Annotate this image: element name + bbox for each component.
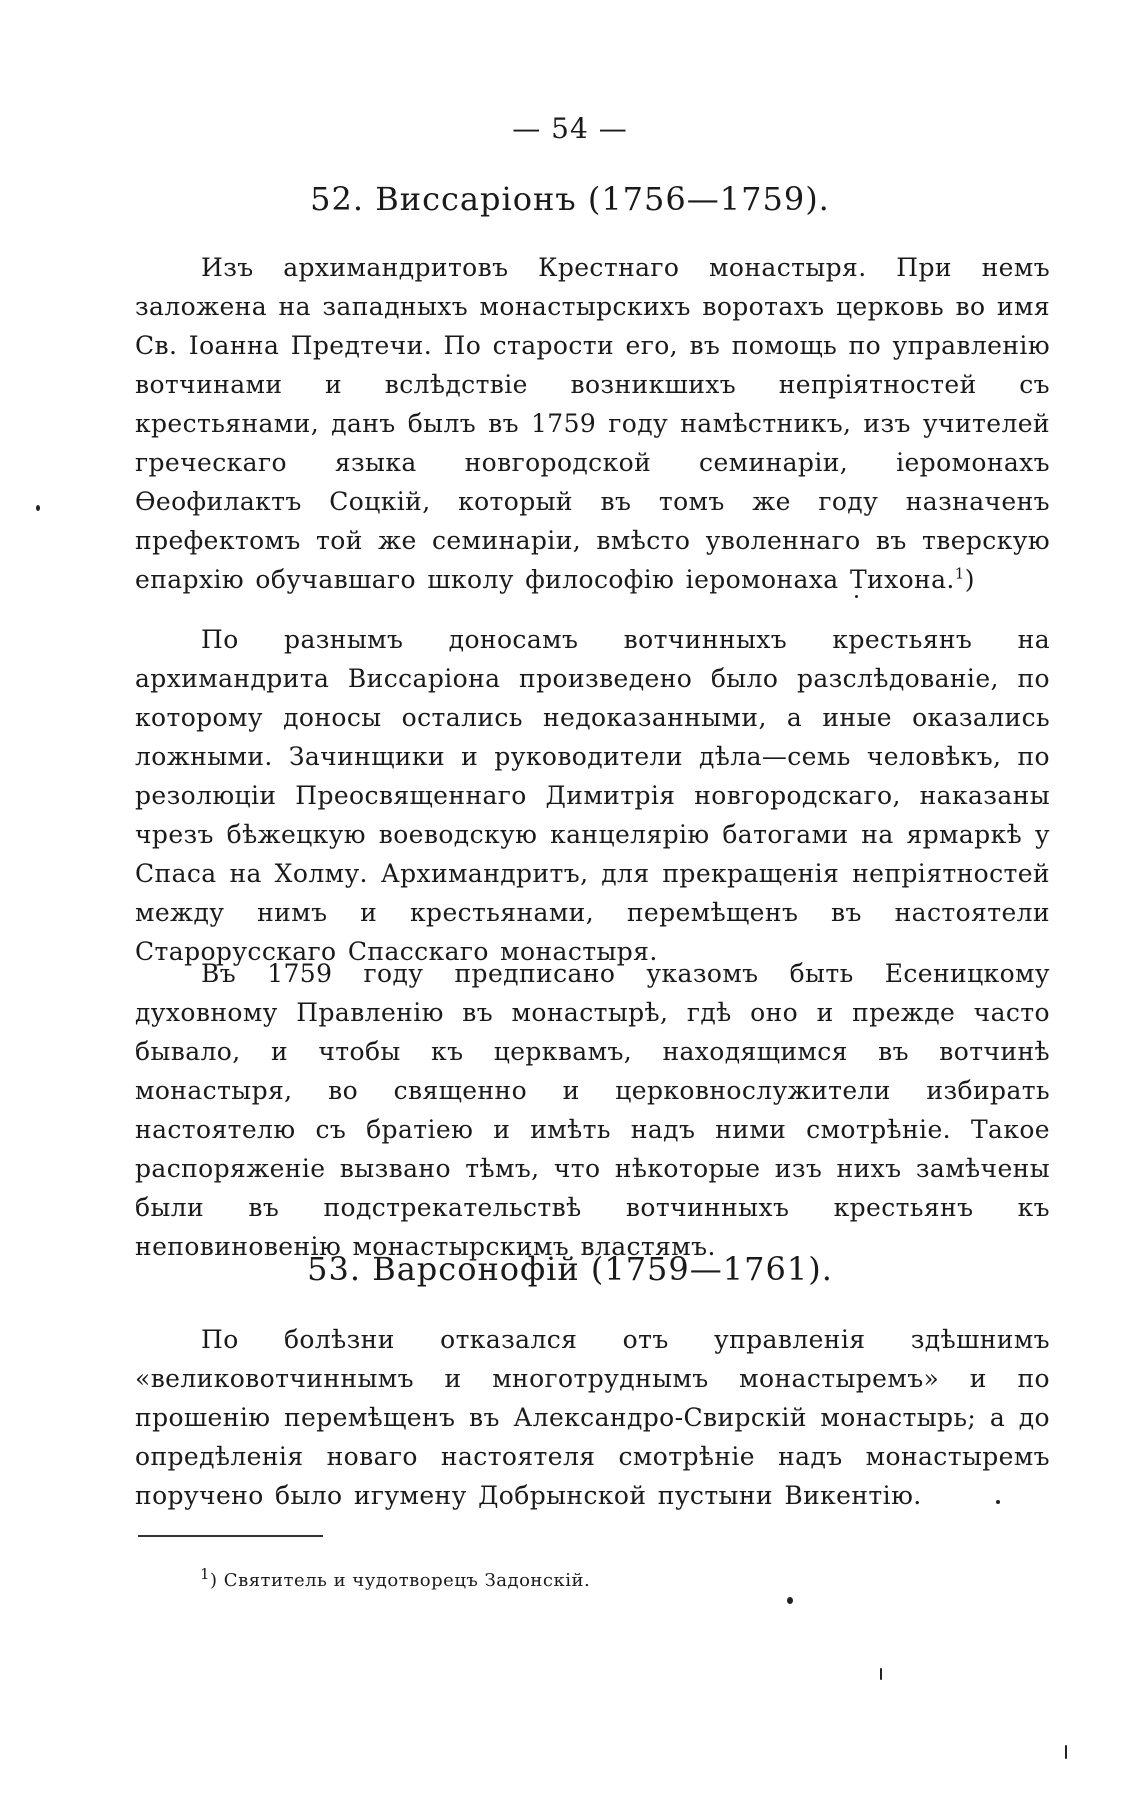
scan-speck: [996, 1500, 1000, 1504]
scan-speck: [787, 1597, 793, 1604]
scan-speck: [855, 595, 858, 598]
scan-speck: [36, 505, 40, 511]
footnote: $^1$) Святитель и чудотворецъ Задонскій.: [200, 1565, 591, 1591]
paragraph-3: Въ 1759 году предписано указомъ быть Есеницкому духовному Правленію въ монастырѣ, гдѣ оно и прежде часто бывало, и чтобы къ церквамъ, находящимся въ вотчинѣ монастыря, во священно и церковнослужители избирать настоятелю съ братіею и имѣть надъ ними смотрѣніе. Такое распоряженіе вызвано тѣмъ, что нѣкоторые изъ нихъ замѣчены были въ подстрекательствѣ вотчинныхъ крестьянъ къ неповиновенію монастырскимъ властямъ.: [135, 959, 1050, 1261]
footnote-text: Святитель и чудотворецъ Задонскій.: [223, 1570, 591, 1591]
section-heading-53: 53. Варсонофій (1759—1761).: [307, 1250, 833, 1288]
section-heading-52: 52. Виссаріонъ (1756—1759).: [310, 180, 830, 218]
footnote-divider: [138, 1535, 323, 1537]
scan-speck: [880, 1668, 882, 1680]
paragraph-4: По болѣзни отказался отъ управленія здѣшнимъ «великовотчиннымъ и многотруднымъ монастыремъ» и по прошенію перемѣщенъ въ Александро-Свирскій монастырь; а до опредѣленія новаго настоятеля смотрѣніе надъ монастыремъ поручено было игумену Добрынской пустыни Викентію.: [135, 1325, 1050, 1510]
paragraph-1: Изъ архимандритовъ Крестнаго монастыря. При немъ заложена на западныхъ монастырскихъ воротахъ церковь во имя Св. Іоанна Предтечи. По старости его, въ помощь по управленію вотчинами и вслѣдствіе возникшихъ непріятностей съ крестьянами, данъ былъ въ 1759 году намѣстникъ, изъ учителей греческаго языка новгородской семинаріи, іеромонахъ Ѳеофилактъ Соцкій, который въ томъ же году назначенъ префектомъ той же семинаріи, вмѣсто уволеннаго въ тверскую епархію обучавшаго школу философію іеромонаха Тихона.$^1$): [135, 253, 1050, 594]
paragraph-2: По разнымъ доносамъ вотчинныхъ крестьянъ на архимандрита Виссаріона произведено было разслѣдованіе, по которому доносы остались недоказанными, а иные оказались ложными. Зачинщики и руководители дѣла—семь человѣкъ, по резолюціи Преосвященнаго Димитрія новгородскаго, наказаны чрезъ бѣжецкую воеводскую канцелярію батогами на ярмаркѣ у Спаса на Холму. Архимандритъ, для прекращенія непріятностей между нимъ и крестьянами, перемѣщенъ въ настоятели Старорусскаго Спасскаго монастыря.: [135, 625, 1050, 966]
scan-speck: [1065, 1745, 1067, 1759]
page-number: — 54 —: [512, 112, 628, 145]
footnote-reference: 1: [954, 564, 965, 583]
footnote-marker: 1: [200, 1565, 211, 1583]
paragraph-text: Изъ архимандритовъ Крестнаго монастыря. При немъ заложена на западныхъ монастырскихъ воротахъ церковь во имя Св. Іоанна Предтечи. По старости его, въ помощь по управленію вотчинами и вслѣдствіе возникшихъ непріятностей съ крестьянами, данъ былъ въ 1759 году намѣстникъ, изъ учителей греческаго языка новгородской семинаріи, іеромонахъ Ѳеофилактъ Соцкій, который въ томъ же году назначенъ префектомъ той же семинаріи, вмѣсто уволеннаго въ тверскую епархію обучавшаго школу философію іеромонаха Тихона.: [135, 253, 1050, 594]
